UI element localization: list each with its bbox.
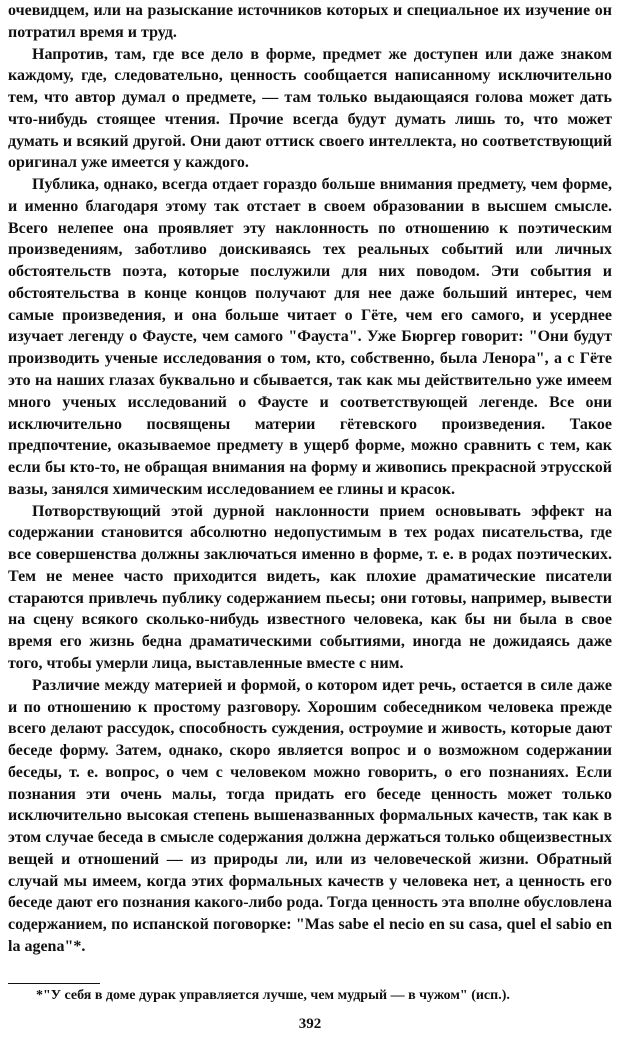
page-number: 392 [298,1016,322,1032]
paragraph-4: Потворствующий этой дурной наклонности прием основывать эффект на содержании становится абсолютно недопустимым в тех родах писательства, где все совершенства должны заключаться именно в форме, т. е. в родах поэтических. Тем не менее часто приходится видеть, как плохие драматические писатели стараются привлечь публику содержанием пьесы; они готовы, например, вывести на сцену всякого сколько-нибудь известного человека, как бы ни была в свое время его жизнь бедна драматическими событиями, иногда не дожидаясь даже того, чтобы умерли лица, выставленные вместе с ним. [8,502,612,672]
paragraph-5: Различие между материей и формой, о котором идет речь, остается в силе даже и по отношению к простому разговору. Хорошим собеседником человека прежде всего делают рассудок, способность суждения, остроумие и живость, которые дают беседе форму. Затем, однако, скоро является вопрос и о возможном содержании беседы, т. е. вопрос, о чем с человеком можно говорить, о его познаниях. Если познания эти очень малы, тогда придать его беседе ценность может только исключительно высокая степень вышеназванных формальных качеств, так как в этом случае беседа в смысле содержания должна держаться только общеизвестных вещей и отношений — из природы ли, или из человеческой жизни. Обратный случай мы имеем, когда этих формальных качеств у человека нет, а ценность его беседе дают его познания какого-либо рода. Тогда ценность эта вполне обусловлена содержанием, по испанской поговорке: "Mas sabe el necio en su casa, quel el sabio en la agena"*. [8,676,612,955]
footnote-divider [8,983,100,984]
paragraph-2: Напротив, там, где все дело в форме, предмет же доступен или даже знаком каждому, где, следовательно, ценность сообщается написанному исключительно тем, что автор думал о предмете, — там только выдающаяся голова может дать что-нибудь стоящее чтения. Прочие всегда будут думать лишь то, что может думать и всякий другой. Они дают оттиск своего интеллекта, но соответствующий оригинал уже имеется у каждого. [8,45,612,172]
paragraph-1: очевидцем, или на разыскание источников которых и специальное их изучение он потратил время и труд. [8,2,612,41]
footnote: *"У себя в доме дурак управляется лучше, чем мудрый — в чужом" (исп.). [36,988,510,1003]
paragraph-3: Публика, однако, всегда отдает гораздо больше внимания предмету, чем форме, и именно благодаря этому так отстает в своем образовании в высшем смысле. Всего нелепее она проявляет эту наклонность по отношению к поэтическим произведениям, заботливо доискиваясь тех реальных событий или личных обстоятельств поэта, которые послужили для них поводом. Эти события и обстоятельства в конце концов получают для нее даже больший интерес, чем самые произведения, и она больше читает о Гёте, чем его самого, и усерднее изучает легенду о Фаусте, чем самого "Фауста". Уже Бюргер говорит: "Они будут производить ученые исследования о том, кто, собственно, была Ленора", а с Гёте это на наших глазах буквально и сбывается, так как мы действительно уже имеем много ученых исследований о Фаусте и соответствующей легенде. Все они исключительно посвящены материи гётевского произведения. Такое предпочтение, оказываемое предмету в ущерб форме, можно сравнить с тем, как если бы кто-то, не обращая внимания на форму и живопись прекрасной этрусской вазы, занялся химическим исследованием ее глины и красок. [8,176,612,498]
